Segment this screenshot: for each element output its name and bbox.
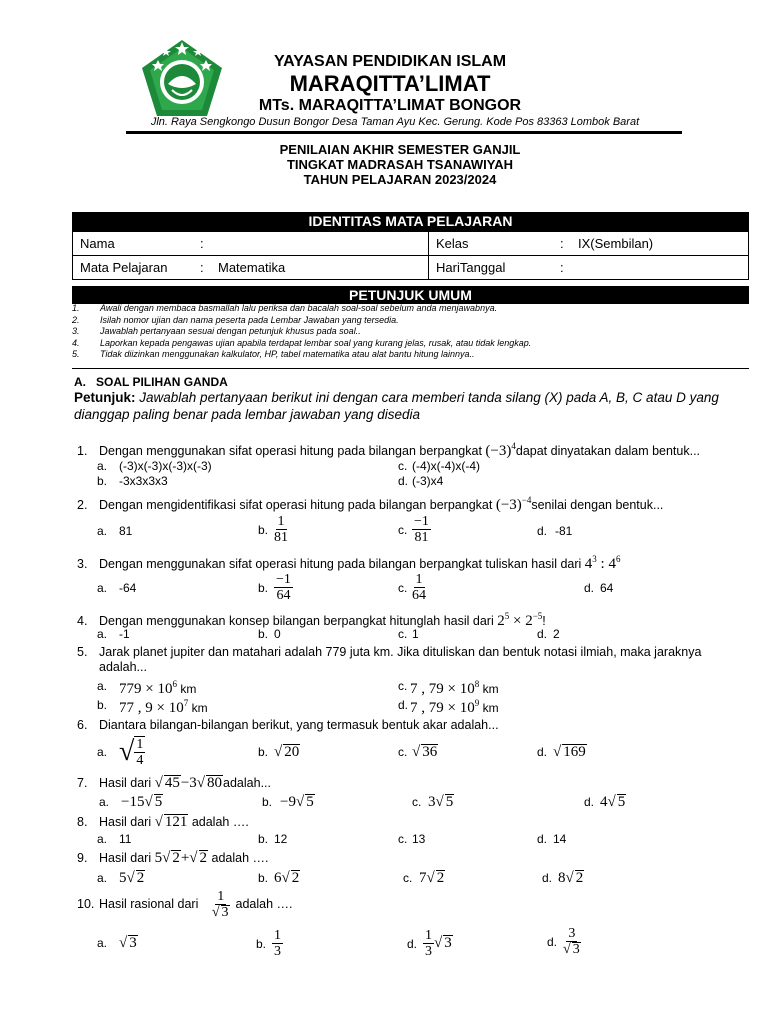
question-7: 7. Hasil dari √ 45−3√ 80adalah... <box>77 775 271 791</box>
instruction-item: 5. Tidak diizinkan menggunakan kalkulator, HP, tabel matematika atau alat bantu hitung lainnya.. <box>72 349 475 359</box>
q9-option-c[interactable]: c. 7√ 2 <box>403 870 445 886</box>
instruction-item: 3. Jawablah pertanyaan sesuai dengan petunjuk khusus pada soal.. <box>72 326 361 336</box>
directions-text: Jawablah pertanyaan berikut ini dengan cara memberi tanda silang (X) pada A, B, C atau D yang <box>135 390 719 405</box>
school-unit: MTs. MARAQITTA’LIMAT BONGOR <box>258 97 522 114</box>
exam-title-line3: TAHUN PELAJARAN 2023/2024 <box>303 172 497 187</box>
q4-option-b[interactable]: b. 0 <box>258 627 281 641</box>
kelas-label: Kelas <box>436 236 469 251</box>
q4-option-a[interactable]: a. -1 <box>97 627 130 641</box>
mapel-cell: Mata Pelajaran : Matematika <box>73 256 429 280</box>
exam-title-line2: TINGKAT MADRASAH TSANAWIYAH <box>286 157 514 172</box>
q8-option-a[interactable]: a. 11 <box>97 832 132 846</box>
question-10: 10. Hasil rasional dari $\frac{1}{√ 3}$ adalah …. <box>77 889 293 920</box>
q2-option-a[interactable]: a. 81 <box>97 524 133 538</box>
q8-option-d[interactable]: d. 14 <box>537 832 567 846</box>
identity-table <box>72 231 749 280</box>
q7-option-c[interactable]: c. 3√ 5 <box>412 794 454 810</box>
q5-option-c[interactable]: c. 7 , $79 \times 10^8$ km <box>398 679 499 697</box>
q6-option-d[interactable]: d. √ 169 <box>537 744 586 760</box>
q1-option-a[interactable]: a. (-3)x(-3)x(-3)x(-3) <box>97 459 212 473</box>
section-directions <box>74 389 719 423</box>
q6-option-a[interactable]: a. √ $\frac{1}{4}$ <box>97 736 144 768</box>
q7-option-b[interactable]: b. −9√ 5 <box>262 794 314 810</box>
q1-option-d[interactable]: d. (-3)x4 <box>398 474 444 488</box>
q3-option-b[interactable]: b. $\frac{-1}{64}$ <box>258 572 291 603</box>
q6-option-b[interactable]: b. √ 20 <box>258 744 300 760</box>
instruction-item: 4. Laporkan kepada pengawas ujian apabila terdapat lembar soal yang kurang jelas, rusak, atau tidak lengkap. <box>72 337 532 348</box>
q3-option-d[interactable]: d. 64 <box>584 581 614 595</box>
q5-option-b[interactable]: b. 77 , $9 \times 10^7$ km <box>97 698 208 716</box>
nama-label: Nama <box>80 236 115 251</box>
question-9: 9. Hasil dari 5√ 2+√ 2 adalah …. <box>77 850 269 866</box>
exam-title-line1: PENILAIAN AKHIR SEMESTER GANJIL <box>279 142 521 157</box>
instruction-item: 1. Awali dengan membaca basmallah lalu periksa dan bacalah soal-soal sebelum anda menjawabnya. <box>72 303 498 313</box>
q7-option-d[interactable]: d. 4√ 5 <box>584 794 626 810</box>
q6-option-c[interactable]: c. √ 36 <box>398 744 438 760</box>
q2-option-d[interactable]: d. -81 <box>537 524 573 538</box>
q1-option-c[interactable]: c. (-4)x(-4)x(-4) <box>398 459 480 473</box>
nama-cell: Nama : <box>73 232 429 256</box>
section-title: A. SOAL PILIHAN GANDA <box>74 375 228 389</box>
q3-option-a[interactable]: a. -64 <box>97 581 137 595</box>
q1-option-b[interactable]: b. -3x3x3x3 <box>97 474 168 488</box>
mapel-label: Mata Pelajaran <box>80 260 168 275</box>
instructions-divider <box>72 368 749 369</box>
hari-cell: HariTanggal : <box>429 256 749 280</box>
directions-label: Petunjuk: <box>74 390 136 405</box>
q4-option-c[interactable]: c. 1 <box>398 627 419 641</box>
q5-option-d[interactable]: d. 7 , $79 \times 10^9$ km <box>398 698 499 716</box>
directions-text-2: dianggap paling benar pada lembar jawaban yang disedia <box>74 407 421 422</box>
q8-option-c[interactable]: c. 13 <box>398 832 426 846</box>
kelas-cell: Kelas : IX(Sembilan) <box>429 232 749 256</box>
q8-option-b[interactable]: b. 12 <box>258 832 288 846</box>
question-1: 1. Dengan menggunakan sifat operasi hitung pada bilangan berpangkat $(-3)^4dapat$ dinyatakan dalam bentuk... <box>77 441 701 459</box>
instruction-item: 2. Isilah nomor ujian dan nama peserta pada Lembar Jawaban yang tersedia. <box>72 314 399 325</box>
question-8: 8. Hasil dari √ 121 adalah …. <box>77 814 249 830</box>
q2-option-c[interactable]: c. $\frac{-1}{81}$ <box>398 514 429 545</box>
school-address: Jln. Raya Sengkongo Dusun Bongor Desa Taman Ayu Kec. Gerung. Kode Pos 83363 Lombok Barat <box>150 116 640 128</box>
kelas-value: IX(Sembilan) <box>578 236 654 251</box>
question-3: 3. Dengan menggunakan sifat operasi hitung pada bilangan berpangkat tuliskan hasil dari $4^3$ : $4^6$ <box>77 554 621 572</box>
q5-option-a[interactable]: a. $779 \times 10^6$ km <box>97 679 197 697</box>
q10-option-c[interactable]: d. $\frac{1}{3}$ √ 3 <box>407 928 452 959</box>
hari-label: HariTanggal <box>436 260 506 275</box>
question-6: 6. Diantara bilangan-bilangan berikut, yang termasuk bentuk akar adalah... <box>77 718 499 732</box>
q9-option-a[interactable]: a. 5√ 2 <box>97 870 145 886</box>
q7-option-a[interactable]: a. −15√ 5 <box>99 794 163 810</box>
school-logo <box>140 38 224 118</box>
q10-option-d[interactable]: d. $\frac{3}{√ 3}$ <box>547 926 580 957</box>
q3-option-c[interactable]: c. $\frac{1}{64}$ <box>398 572 426 603</box>
exam-title <box>180 142 620 187</box>
header-divider <box>126 131 682 134</box>
identity-title: IDENTITAS MATA PELAJARAN <box>72 212 749 231</box>
q9-option-b[interactable]: b. 6√ 2 <box>258 870 300 886</box>
q2-option-b[interactable]: b. $\frac{1}{81}$ <box>258 514 288 545</box>
question-4: 4. Dengan menggunakan konsep bilangan berpangkat hitunglah hasil dari $2^5 \times 2^{-5}$! <box>77 611 546 629</box>
mapel-value: Matematika <box>218 260 286 275</box>
foundation-name: YAYASAN PENDIDIKAN ISLAM <box>273 53 507 70</box>
q9-option-d[interactable]: d. 8√ 2 <box>542 870 584 886</box>
question-5: 5. Jarak planet jupiter dan matahari adalah 779 juta km. Jika dituliskan dan bentuk notasi ilmiah, maka jaraknya adalah... <box>77 645 702 674</box>
school-name: MARAQITTA’LIMAT <box>289 71 491 96</box>
question-2: 2. Dengan mengidentifikasi sifat operasi hitung pada bilangan berpangkat $(-3)^{-4}senilai$ dengan bentuk... <box>77 495 664 513</box>
q10-option-a[interactable]: a. √ 3 <box>97 935 137 951</box>
q10-option-b[interactable]: b. $\frac{1}{3}$ <box>256 928 281 959</box>
q4-option-d[interactable]: d. 2 <box>537 627 560 641</box>
instructions-list <box>72 303 752 361</box>
instructions-title: PETUNJUK UMUM <box>72 286 749 304</box>
